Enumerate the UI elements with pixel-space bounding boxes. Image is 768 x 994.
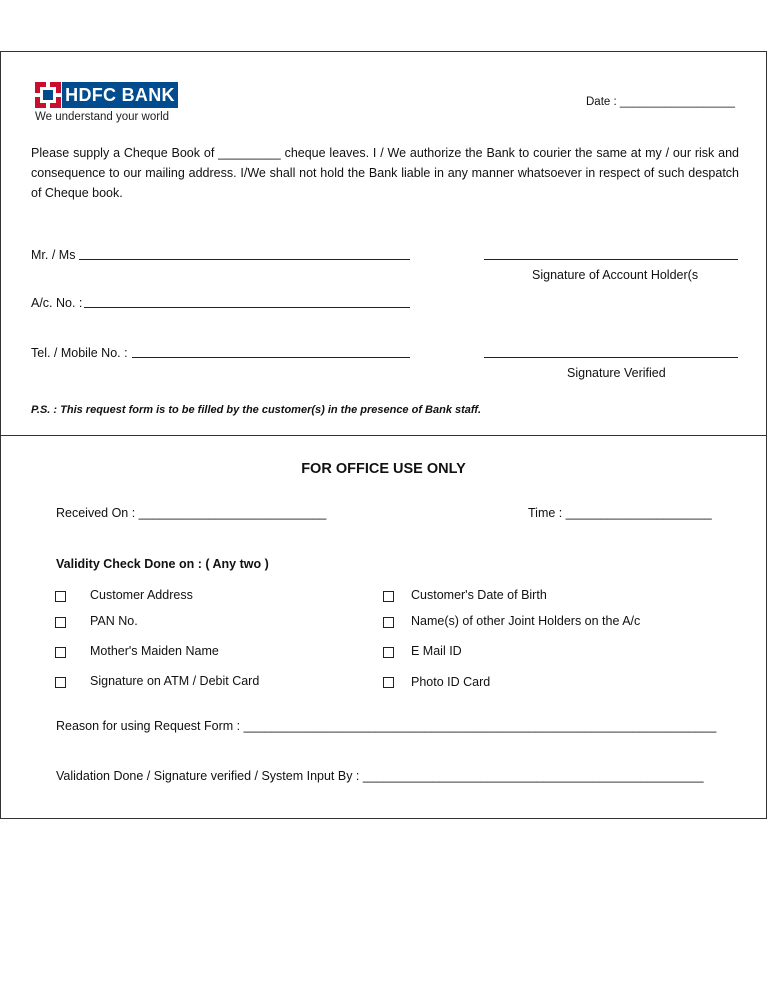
office-use-heading: FOR OFFICE USE ONLY (301, 461, 466, 477)
checkbox-customer-address[interactable] (55, 591, 66, 602)
signature-holder-label: Signature of Account Holder(s (532, 268, 699, 282)
checkbox-date-of-birth[interactable] (383, 591, 394, 602)
checkbox-atm-signature[interactable] (55, 677, 66, 688)
reason-field[interactable]: Reason for using Request Form : ____________________________________________________________________ (56, 719, 717, 733)
checkbox-email[interactable] (383, 647, 394, 658)
check-label-customer-address: Customer Address (90, 588, 193, 602)
check-label-date-of-birth: Customer's Date of Birth (411, 588, 547, 602)
check-label-joint-holders: Name(s) of other Joint Holders on the A/c (411, 614, 641, 628)
account-label: A/c. No. : (31, 296, 83, 310)
signature-verified-label: Signature Verified (567, 366, 666, 380)
hdfc-logo-icon (35, 82, 61, 108)
section-divider (0, 435, 767, 436)
check-label-photo-id: Photo ID Card (411, 675, 491, 689)
name-input-line[interactable] (79, 259, 410, 260)
check-label-atm-signature: Signature on ATM / Debit Card (90, 674, 260, 688)
ps-note: P.S. : This request form is to be filled by the customer(s) in the presence of Bank staff. (31, 404, 482, 416)
checkbox-maiden-name[interactable] (55, 647, 66, 658)
received-on-field[interactable]: Received On : ___________________________ (56, 506, 327, 520)
name-label: Mr. / Ms (31, 248, 76, 262)
logo-brand-name: HDFC BANK (62, 82, 178, 108)
request-text: Please supply a Cheque Book of _________ cheque leaves. I / We authorize the Bank to courier the same at my / our risk and consequence to our mailing address. I/We shall not hold the Bank liable in any manner whatsoever in respect of such despatch of Cheque book. (31, 146, 739, 200)
check-label-email: E Mail ID (411, 644, 462, 658)
logo-tagline: We understand your world (35, 111, 170, 123)
check-label-pan: PAN No. (90, 614, 138, 628)
checkbox-joint-holders[interactable] (383, 617, 394, 628)
checkbox-photo-id[interactable] (383, 677, 394, 688)
signature-holder-line[interactable] (484, 259, 738, 260)
validation-field[interactable]: Validation Done / Signature verified / System Input By : _________________________________________________ (56, 769, 704, 783)
time-field[interactable]: Time : _____________________ (528, 506, 712, 520)
signature-verified-line[interactable] (484, 357, 738, 358)
phone-label: Tel. / Mobile No. : (31, 346, 128, 360)
date-field[interactable]: Date : __________________ (586, 96, 736, 108)
check-label-maiden-name: Mother's Maiden Name (90, 644, 219, 658)
request-paragraph (31, 143, 739, 203)
checkbox-pan[interactable] (55, 617, 66, 628)
validity-heading: Validity Check Done on : ( Any two ) (56, 557, 269, 571)
phone-input-line[interactable] (132, 357, 410, 358)
account-input-line[interactable] (84, 307, 410, 308)
